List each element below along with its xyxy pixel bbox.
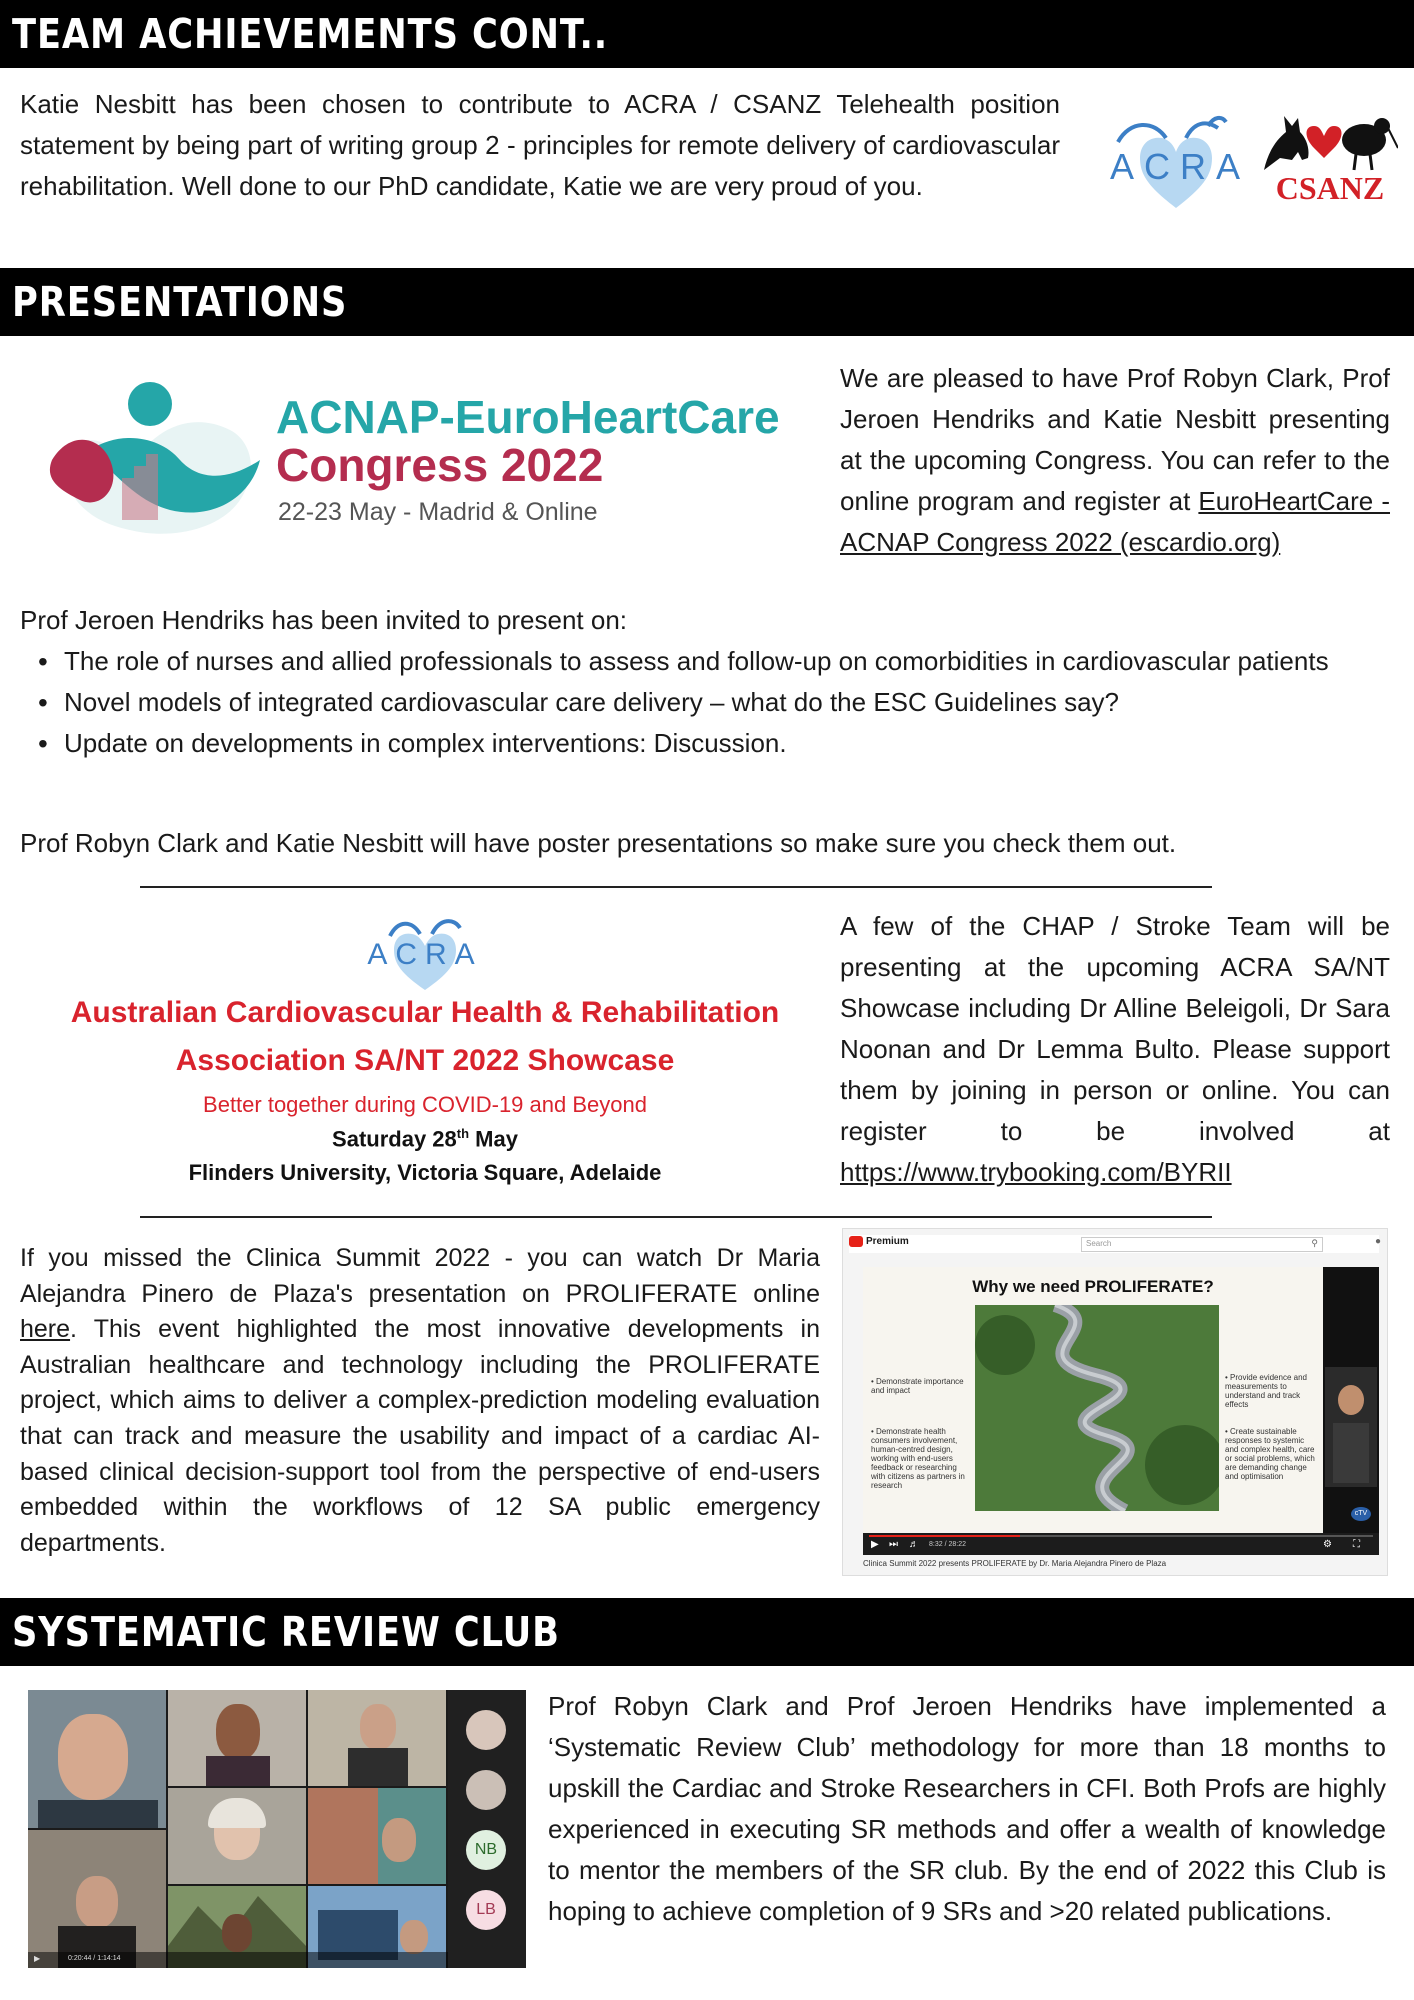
acra-logo: ACRA — [1110, 112, 1242, 212]
avatar — [466, 1770, 506, 1810]
presentations-intro-text: We are pleased to have Prof Robyn Clark, Prof Jeroen Hendriks and Katie Nesbitt presenting at the upcoming Congress. You can refer to the online program and register at EuroHeartCare - ACNAP Congress 2022 (escardio.org) — [840, 363, 1390, 557]
clinica-text: If you missed the Clinica Summit 2022 - you can watch Dr Maria Alejandra Pinero de Plaza's presentation on PROLIFERATE online here. This event highlighted the most innovative developments in Australian healthcare and technology including the PROLIFERATE project, which aims to deliver a complex-prediction modeling evaluation that can track and measure the usability and impact of a cardiac AI-based clinical decision-support tool from the perspective of end-users embedded within the workflows of 12 SA public emergency departments. — [20, 1244, 820, 1557]
video-frame: Why we need PROLIFERATE? • Demonstrate importance and impact • Demonstrate health consumers involvement, human-centred design, working with end-users feedback or researching with citizens as partners in research • Provide evidence and measurements to understand and track effects • Create sustainable responses to systemic and complex health, care or social problems, which are demanding change and optimisation cTV — [863, 1267, 1379, 1533]
poster-text: Prof Robyn Clark and Katie Nesbitt will have poster presentations so make sure you check them out. — [20, 828, 1177, 858]
participant-tile — [168, 1690, 306, 1786]
divider — [140, 1216, 1212, 1218]
video-progress-bar[interactable] — [869, 1535, 1373, 1537]
participant-tile — [308, 1690, 446, 1786]
call-recording-controls: ▶ 0:20:44 / 1:14:14 — [28, 1952, 448, 1968]
list-item: • Novel models of integrated cardiovascular care delivery – what do the ESC Guidelines say? — [36, 682, 1390, 723]
avatar — [466, 1710, 506, 1750]
sr-club-heading: SYSTEMATIC REVIEW CLUB — [12, 1608, 560, 1656]
euroheartcare-link[interactable]: EuroHeartCare - ACNAP Congress 2022 (escardio.org) — [840, 486, 1390, 557]
presentations-banner — [0, 268, 1414, 336]
avatar: LB — [466, 1890, 506, 1930]
chap-text: A few of the CHAP / Stroke Team will be presenting at the upcoming ACRA SA/NT Showcase including Dr Alline Beleigoli, Dr Sara Noonan and Dr Lemma Bulto. Please support them by joining in person or online. You can register to be involved at https://www.trybooking.com/BYRII — [840, 911, 1390, 1187]
play-icon[interactable]: ▶ — [34, 1954, 41, 1963]
winding-road-image — [975, 1305, 1219, 1511]
video-call-screenshot — [28, 1690, 526, 1968]
participant-tile — [28, 1690, 166, 1828]
acra-showcase-heart: ACRA — [360, 912, 490, 992]
participant-tile — [308, 1788, 446, 1884]
team-achievements-heading: TEAM ACHIEVEMENTS CONT.. — [12, 10, 608, 58]
list-item: • The role of nurses and allied professionals to assess and follow-up on comorbidities in cardiovascular patients — [36, 641, 1390, 682]
list-item: • Update on developments in complex interventions: Discussion. — [36, 723, 1390, 764]
microphone-icon[interactable]: ● — [1375, 1236, 1382, 1247]
divider — [140, 886, 1212, 888]
video-search-input[interactable]: Search ⚲ — [1081, 1237, 1323, 1252]
csanz-logo: CSANZ — [1258, 108, 1398, 208]
invited-topics-list — [36, 641, 1390, 764]
invited-intro-text: Prof Jeroen Hendriks has been invited to present on: — [20, 605, 628, 635]
fullscreen-icon[interactable]: ⛶ — [1353, 1539, 1360, 1550]
sr-club-banner — [0, 1598, 1414, 1666]
video-top-bar: Premium Search ⚲ ● — [849, 1235, 1379, 1253]
slide: Why we need PROLIFERATE? • Demonstrate importance and impact • Demonstrate health consumers involvement, human-centred design, working with end-users feedback or researching with citizens as partners in research • Provide evidence and measurements to understand and track effects • Create sustainable responses to systemic and complex health, care or social problems, which are demanding change and optimisation — [863, 1267, 1323, 1533]
presentations-heading: PRESENTATIONS — [12, 278, 348, 326]
acnap-congress-logo: ACNAP-EuroHeartCare Congress 2022 22-23 May - Madrid & Online — [30, 370, 810, 550]
sr-club-text: Prof Robyn Clark and Prof Jeroen Hendriks have implemented a ‘Systematic Review Club’ methodology for more than 18 months to upskill the Cardiac and Stroke Researchers in CFI. Both Profs are highly experienced in executing SR methods and offer a wealth of knowledge to mentor the members of the SR club. By the end of 2022 this Club is hoping to achieve completion of 9 SRs and >20 related publications. — [548, 1691, 1386, 1926]
video-controls: ▶ ⏭ ♬ 8:32 / 28:22 ⚙ ⛶ — [863, 1533, 1379, 1555]
youtube-logo-icon — [849, 1236, 863, 1247]
play-icon[interactable]: ▶ — [871, 1539, 879, 1550]
search-icon[interactable]: ⚲ — [1311, 1238, 1318, 1248]
acnap-heart-graphic — [30, 370, 280, 550]
next-icon[interactable]: ⏭ — [889, 1539, 898, 1550]
showcase-date: Saturday 28th May — [332, 1126, 518, 1152]
participant-tile — [168, 1788, 306, 1884]
volume-icon[interactable]: ♬ — [909, 1539, 919, 1550]
participant-sidebar — [448, 1690, 526, 1968]
settings-icon[interactable]: ⚙ — [1323, 1539, 1332, 1550]
clinica-video-link[interactable]: here — [20, 1315, 71, 1344]
acra-showcase-logo: ACRA Australian Cardiovascular Health & Rehabilitation Association SA/NT 2022 Showcase Better together during COVID-19 and Beyond Saturday 28th May Flinders University, Victoria Square, Adelaide — [30, 908, 820, 1198]
team-achievements-banner — [0, 0, 1414, 68]
participant-tile — [28, 1830, 166, 1968]
team-achievements-text: Katie Nesbitt has been chosen to contribute to ACRA / CSANZ Telehealth position statement by being part of writing group 2 - principles for remote delivery of cardiovascular rehabilitation. Well done to our PhD candidate, Katie we are very proud of you. — [20, 89, 1060, 201]
speaker-thumbnail — [1325, 1367, 1377, 1487]
clinica-video-player[interactable]: Premium Search ⚲ ● Why we need PROLIFERATE? • Demonstrate importance and impact • Demonstrate health consumers involvement, human-centred design, working with end-users feedback or researching with citizens as partners in research • Provide evidence and measurements to understand and track effects • Create sustainable responses to systemic and complex health, care or social problems, which are demanding change and optimisation cTV ▶ ⏭ ♬ 8:32 / 28:22 ⚙ ⛶ Clinica Summit 2022 presents PROLIFERATE by Dr. Maria Alejandra Pinero de Plaza — [842, 1228, 1388, 1576]
trybooking-link[interactable]: https://www.trybooking.com/BYRII — [840, 1157, 1232, 1187]
avatar: NB — [466, 1830, 506, 1870]
